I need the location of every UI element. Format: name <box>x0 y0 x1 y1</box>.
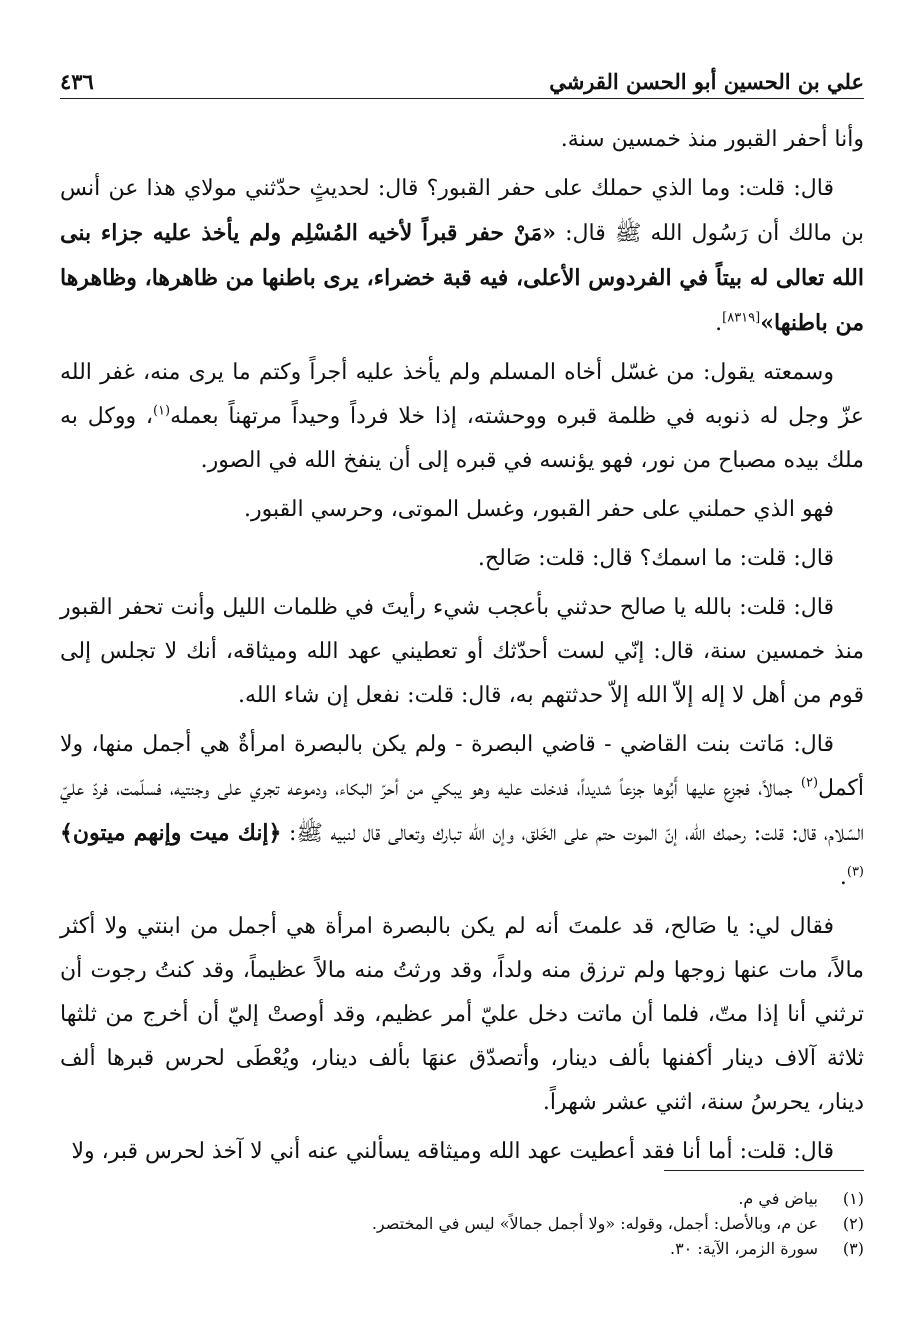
paragraph: قال: مَاتت بنت القاضي - قاضي البصرة - ولم يكن بالبصرة امرأةٌ هي أجمل منها، ولا أكمل$^{(٢)}$ جمالاً، فجزع عليها أَبُوها جزعاً شديداً، فدخلت عليه وهو يبكي من أحرّ البكاء، ودموعه تجري على وجنتيه، فسلّمت، فردّ عليّ السّلام، قال: قلت: رحمك الله، إنّ الموت حتم على الخَلق، وإن الله تبارك وتعالى قال لنبيه ﷺ: ﴿إنك ميت وإنهم ميتون﴾$^{(٣)}$. <box>60 732 865 890</box>
paragraph: فقال لي: يا صَالح، قد علمتَ أنه لم يكن بالبصرة امرأة هي أجمل من ابنتي ولا أكثر مالاً، مات عنها زوجها ولم ترزق منه ولداً، وقد ورثتُ منه مالاً عظيماً، وقد كنتُ رجوت أن ترثني أنا إذا متّ، فلما أن ماتت دخل عليّ أمر عظيم، وقد أوصتْ إليّ أن أخرج من ثلثها ثلاثة آلاف دينار أكفنها بألف دينار، وأتصدّق عنهَا بألف دينار، ويُعْطَى لحرس قبرها ألف دينار، يحرسُ سنة، اثني عشر شهراً. <box>60 914 864 1115</box>
paragraph: قال: قلت: وما الذي حملك على حفر القبور؟ قال: لحديثٍ حدّثني مولاي هذا عن أنس بن مالك أن رَسُول الله ﷺ قال: «مَنْ حفر قبراً لأخيه المُسْلِم ولم يأخذ عليه جزاء بنى الله تعالى له بيتاً في الفردوس الأعلى، فيه قبة خضراء، يرى باطنها من ظاهرها، وظاهرها من باطنها»[٨٣١٩]. <box>60 176 864 336</box>
page-number: ٤٣٦ <box>60 69 94 94</box>
footnotes <box>60 1186 864 1261</box>
footnote-marker: (١) <box>152 403 171 419</box>
paragraph: قال: قلت: بالله يا صالح حدثني بأعجب شيء رأيتَ في ظلمات الليل وأنت تحفر القبور منذ خمسين سنة، قال: إنّي لست أحدّثك أو تعطيني عهد الله وميثاقه، أنك لا تجلس إلى قوم من أهل لا إله إلاّ الله إلاّ حدثتهم به، قال: قلت: نفعل إن شاء الله. <box>60 595 865 708</box>
paragraph: قال: قلت: ما اسمك؟ قال: قلت: صَالح. <box>477 546 834 571</box>
main-text <box>60 118 864 1179</box>
paragraph: قال: قلت: أما أنا فقد أعطيت عهد الله وميثاقه يسألني عنه أني لا آخذ لحرس قبر، ولا <box>71 1139 834 1164</box>
hadith-reference: [٨٣١٩] <box>722 310 761 326</box>
quran-verse: ﴿إنك ميت وإنهم ميتون﴾ <box>60 820 282 846</box>
footnote-rule <box>664 1170 864 1171</box>
footnote: (٣) سورة الزمر، الآية: ٣٠. <box>669 1239 864 1258</box>
paragraph: فهو الذي حملني على حفر القبور، وغسل الموتى، وحرسي القبور. <box>244 497 834 522</box>
hadith-quote: «مَنْ حفر قبراً لأخيه المُسْلِم ولم يأخذ عليه جزاء بنى الله تعالى له بيتاً في الفردوس الأعلى، فيه قبة خضراء، يرى باطنها من ظاهرها، وظاهرها من باطنها» <box>60 220 864 336</box>
footnote: (٢) عن م، وبالأصل: أجمل، وقوله: «ولا أجمل جمالاً» ليس في المختصر. <box>371 1214 864 1233</box>
running-title: علي بن الحسين أبو الحسن القرشي <box>549 69 864 94</box>
page-header <box>60 58 864 94</box>
paragraph: وأنا أحفر القبور منذ خمسين سنة. <box>560 127 864 152</box>
paragraph: وسمعته يقول: من غسّل أخاه المسلم ولم يأخذ عليه أجراً وكتم ما يرى منه، غفر الله عزّ وجل له ذنوبه في ظلمة قبره ووحشته، إذا خلا فرداً وحيداً مرتهناً بعمله$^{(١)}$، ووكل به ملك بيده مصباح من نور، فهو يؤنسه في قبره إلى أن ينفخ الله في الصور. <box>60 360 864 473</box>
footnote: (١) بياض في م. <box>738 1189 864 1208</box>
header-rule <box>60 98 864 99</box>
footnote-marker: (٣) <box>846 864 864 880</box>
footnote-marker: (٢) <box>800 775 819 791</box>
